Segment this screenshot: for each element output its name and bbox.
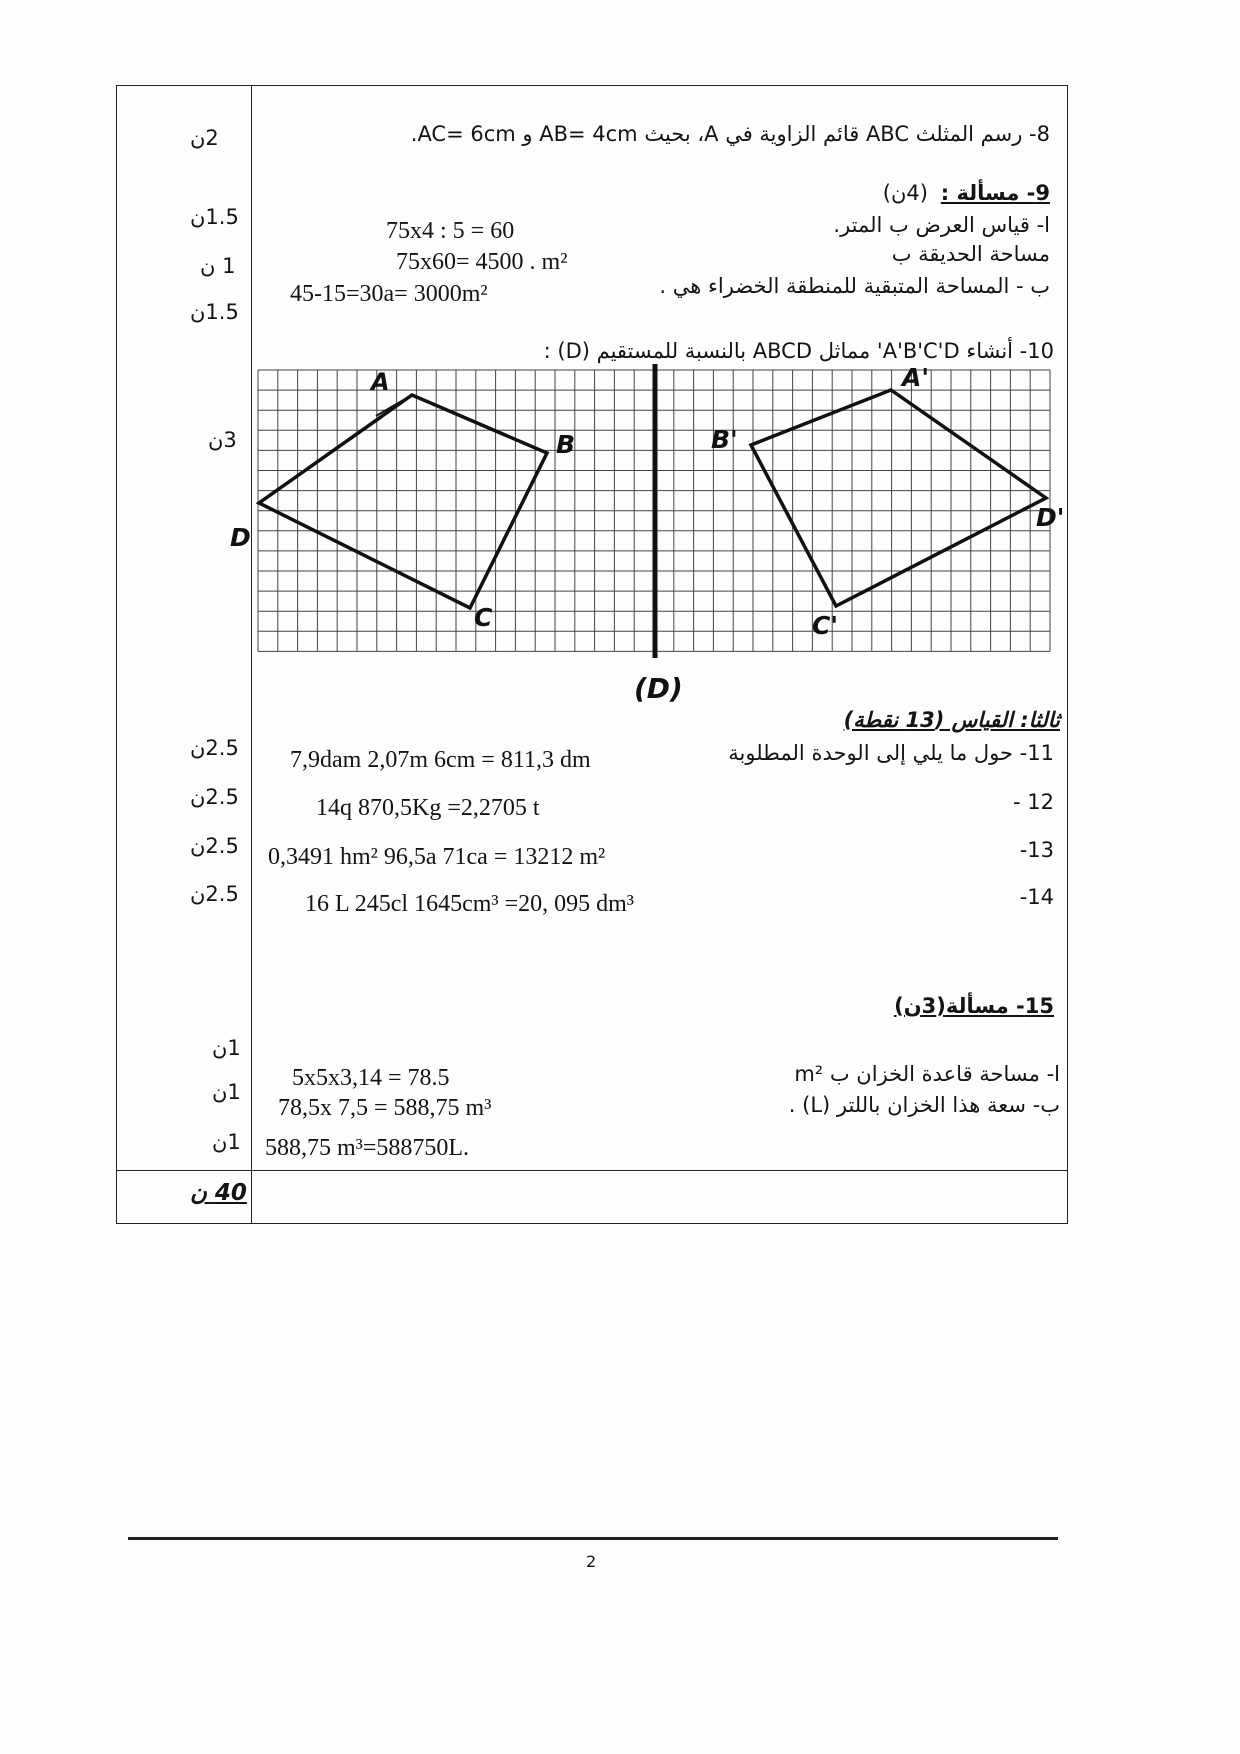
q15-mark-3: 1ن	[212, 1130, 241, 1154]
q13-answer: 0,3491 hm² 96,5a 71ca = 13212 m²	[268, 844, 606, 870]
q9-title: 9- مسألة :	[940, 181, 1050, 205]
label-d-prime: D'	[1036, 503, 1065, 532]
q11-answer: 7,9dam 2,07m 6cm = 811,3 dm	[290, 747, 591, 773]
q9-answer-1: 75x4 : 5 = 60	[386, 218, 515, 244]
symmetry-grid-figure	[230, 363, 1068, 708]
total-row-divider	[116, 1170, 1068, 1171]
label-d: D	[230, 523, 251, 552]
q9-answer-2: 75x60= 4500 . m²	[396, 249, 568, 275]
q15-part-b: ب- سعة هذا الخزان باللتر (L) .	[788, 1093, 1060, 1117]
q15-title: 15- مسألة(3ن)	[894, 994, 1054, 1018]
label-c: C	[474, 603, 493, 632]
q15-answer-1: 5x5x3,14 = 78.5	[292, 1065, 450, 1091]
q13-number: -13	[1019, 838, 1054, 862]
q9-answer-3: 45-15=30a= 3000m²	[290, 281, 488, 307]
page-number: 2	[586, 1552, 597, 1571]
q9-part-b: ب - المساحة المتبقية للمنطقة الخضراء هي .	[659, 274, 1050, 298]
q14-number: -14	[1019, 885, 1054, 909]
label-axis: (D)	[634, 672, 683, 705]
q14-answer: 16 L 245cl 1645cm³ =20, 095 dm³	[305, 891, 635, 917]
label-c-prime: C'	[812, 611, 839, 640]
q9-mark-3: 1.5ن	[190, 300, 239, 324]
quadrilateral-a1b1c1d1	[751, 390, 1046, 606]
q15-mark-1: 1ن	[212, 1036, 241, 1060]
q10-text: 10- أنشاء A'B'C'D' مماثل ABCD بالنسبة للمستقيم (D) :	[543, 339, 1054, 363]
marks-column-divider	[251, 85, 252, 1224]
q9-mark-2: 1 ن	[200, 254, 236, 278]
q15-answer-3: 588,75 m³=588750L.	[265, 1135, 470, 1161]
q11-mark: 2.5ن	[190, 736, 239, 760]
q14-mark: 2.5ن	[190, 882, 239, 906]
footer-rule	[128, 1537, 1058, 1540]
label-b-prime: B'	[711, 425, 738, 454]
label-b: B	[556, 430, 576, 459]
q15-part-a: ا- مساحة قاعدة الخزان ب m²	[794, 1062, 1060, 1086]
section-3-title: ثالثا: القياس (13 نقطة)	[843, 708, 1060, 732]
q9-area: مساحة الحديقة ب	[891, 242, 1050, 266]
q11-text: 11- حول ما يلي إلى الوحدة المطلوبة	[728, 741, 1054, 765]
q13-mark: 2.5ن	[190, 834, 239, 858]
q9-part-a: ا- قياس العرض ب المتر.	[833, 213, 1050, 237]
label-a: A	[371, 368, 390, 396]
total-points: 40 ن	[190, 1180, 247, 1206]
q10-mark: 3ن	[208, 428, 237, 452]
q12-mark: 2.5ن	[190, 785, 239, 809]
q9-mark-1: 1.5ن	[190, 205, 239, 229]
q12-number: - 12	[1013, 790, 1054, 814]
label-a-prime: A'	[902, 363, 930, 392]
q8-text: 8- رسم المثلث ABC قائم الزاوية في A، بحيث AB= 4cm و AC= 6cm.	[410, 122, 1050, 146]
q8-mark: 2ن	[190, 126, 219, 150]
q12-answer: 14q 870,5Kg =2,2705 t	[316, 795, 540, 821]
q15-mark-2: 1ن	[212, 1080, 241, 1104]
quadrilateral-abcd	[259, 395, 547, 608]
q15-answer-2: 78,5x 7,5 = 588,75 m³	[278, 1095, 492, 1121]
q9-points: (4ن)	[882, 181, 928, 205]
